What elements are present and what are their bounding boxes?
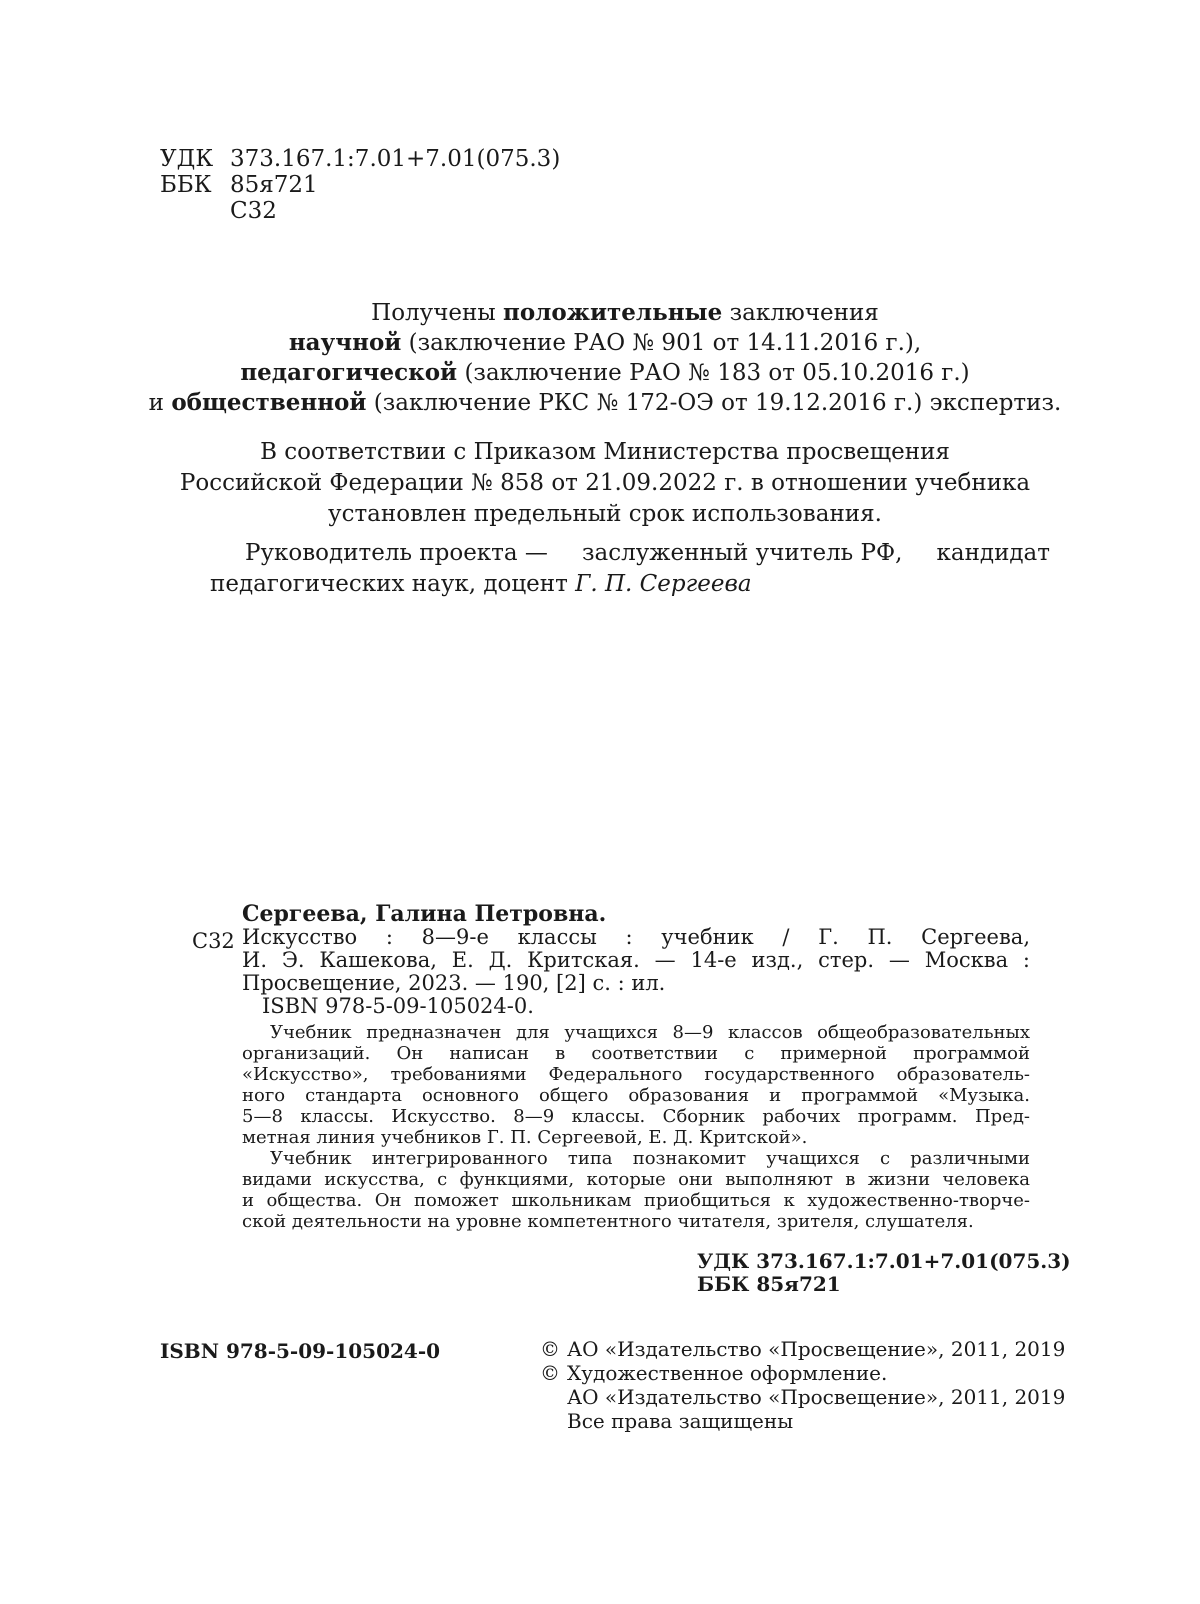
card-title-line-3: Просвещение, 2023. — 190, [2] с. : ил. xyxy=(242,971,666,995)
copyright-block xyxy=(540,1337,1065,1433)
project-head-name: Г. П. Сергеева xyxy=(575,571,752,597)
text: (заключение РАО № 183 от 05.10.2016 г.) xyxy=(464,360,970,386)
text: Руководитель проекта — xyxy=(245,540,548,566)
copyright-icon: © xyxy=(540,1361,560,1385)
text-bold: положительные xyxy=(502,299,723,326)
project-head-line-1 xyxy=(160,538,1050,569)
card-title-line-2: И. Э. Кашекова, Е. Д. Критская. — 14-е изд., стер. — Москва : xyxy=(242,948,1030,972)
bbk-label: ББК xyxy=(160,172,212,198)
expertise-line-4 xyxy=(148,388,1062,418)
annotation-line: и общества. Он поможет школьникам приобщиться к художественно-творче- xyxy=(242,1190,1030,1211)
text: (заключение РАО № 901 от 14.11.2016 г.), xyxy=(408,330,922,356)
text: кандидат xyxy=(936,540,1050,566)
classification-block xyxy=(160,146,560,224)
text: педагогических наук, доцент xyxy=(210,571,568,597)
author-sign: С32 xyxy=(230,198,277,224)
catalog-card xyxy=(150,903,1030,1232)
copyright-row xyxy=(540,1361,1065,1385)
project-head-block xyxy=(160,538,1050,600)
text: заслуженный учитель РФ, xyxy=(582,540,903,566)
index-udk: УДК 373.167.1:7.01+7.01(075.3) xyxy=(697,1249,1071,1273)
card-title-line-1: Искусство : 8—9-е классы : учебник / Г. П. Сергеева, xyxy=(242,925,1030,949)
author-sign-row xyxy=(160,198,560,224)
decree-line-2: Российской Федерации № 858 от 21.09.2022 г. в отношении учебника xyxy=(179,470,1031,496)
text-bold: общественной xyxy=(171,389,367,416)
annotation-line: видами искусства, с функциями, которые они выполняют в жизни человека xyxy=(242,1169,1030,1190)
text: заключения xyxy=(729,300,879,326)
card-isbn: ISBN 978-5-09-105024-0. xyxy=(262,994,534,1018)
copyright-row xyxy=(540,1385,1065,1409)
project-head-line-2 xyxy=(160,569,1050,600)
copyright-icon: © xyxy=(540,1337,560,1361)
text: и xyxy=(148,390,164,416)
copyright-text: АО «Издательство «Просвещение», 2011, 2019 xyxy=(567,1337,1066,1361)
text-bold: научной xyxy=(288,329,402,356)
annotation-line: метная линия учебников Г. П. Сергеевой, Е. Д. Критской». xyxy=(242,1127,808,1148)
text-bold: педагогической xyxy=(240,359,458,386)
expertise-line-1 xyxy=(160,298,1050,328)
annotation-line: организаций. Он написан в соответствии с примерной программой xyxy=(242,1043,1030,1064)
index-bbk: ББК 85я721 xyxy=(697,1272,841,1296)
annotation-line: 5—8 классы. Искусство. 8—9 классы. Сборник рабочих программ. Пред- xyxy=(242,1106,1030,1127)
card-sign: С32 xyxy=(192,929,235,953)
bbk-value: 85я721 xyxy=(230,172,318,198)
text: Получены xyxy=(371,300,496,326)
card-author: Сергеева, Галина Петровна. xyxy=(242,901,607,927)
rights-text: Все права защищены xyxy=(567,1409,794,1433)
decree-block xyxy=(160,437,1050,530)
expertise-line-2 xyxy=(160,328,1050,358)
isbn-main: ISBN 978-5-09-105024-0 xyxy=(160,1339,441,1363)
annotation-line: ской деятельности на уровне компетентного читателя, зрителя, слушателя. xyxy=(242,1211,974,1232)
udk-label: УДК xyxy=(160,146,214,172)
decree-line-1: В соответствии с Приказом Министерства просвещения xyxy=(260,439,950,465)
expertise-block xyxy=(148,298,1062,418)
copyright-text: Художественное оформление. xyxy=(567,1361,888,1385)
udk-value: 373.167.1:7.01+7.01(075.3) xyxy=(230,146,561,172)
annotation-line: ного стандарта основного общего образования и программой «Музыка. xyxy=(242,1085,1030,1106)
expertise-line-3 xyxy=(160,358,1050,388)
annotation-line: «Искусство», требованиями Федерального государственного образователь- xyxy=(242,1064,1030,1085)
bbk-row xyxy=(160,172,560,198)
text: (заключение РКС № 172-ОЭ от 19.12.2016 г.) экспертиз. xyxy=(373,390,1062,416)
copyright-row xyxy=(540,1409,1065,1433)
annotation-line: Учебник предназначен для учащихся 8—9 классов общеобразовательных xyxy=(270,1022,1030,1043)
copyright-text: АО «Издательство «Просвещение», 2011, 2019 xyxy=(567,1385,1066,1409)
index-block xyxy=(697,1250,1071,1296)
decree-line-3: установлен предельный срок использования. xyxy=(328,501,882,527)
copyright-row xyxy=(540,1337,1065,1361)
card-annotation xyxy=(150,1022,1030,1232)
annotation-line: Учебник интегрированного типа познакомит учащихся с различными xyxy=(270,1148,1030,1169)
udk-row xyxy=(160,146,560,172)
